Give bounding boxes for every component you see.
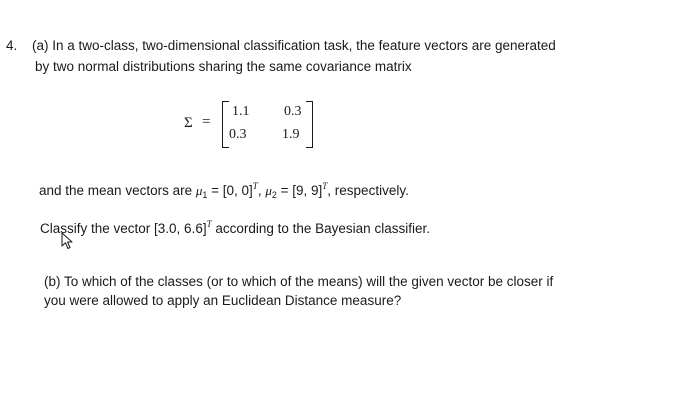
part-b-text-1: (b) To which of the classes (or to which of the means) will the given vector be closer if [44,274,554,289]
sigma-symbol: Σ [184,115,193,131]
part-a-label: (a) [32,38,49,53]
matrix-r1c1: 1.1 [232,104,250,119]
part-a-intro-line-1 [32,38,556,54]
mean-vectors-prefix: and the mean vectors are [39,183,196,198]
classify-text-after: according to the Bayesian classifier. [211,221,430,236]
part-b-line-1 [44,274,553,290]
part-a-intro-line-2 [35,59,412,75]
matrix-right-bracket [306,101,313,148]
part-b-text-2: you were allowed to apply an Euclidean Distance measure? [44,293,402,308]
transpose-mark-1: T [252,181,258,191]
mean-separator: , [257,183,266,198]
equals-sign: = [202,114,211,130]
mean-vector-1: = [0, 0] [207,183,253,198]
classify-text-before: Classify the vector [3.0, 6.6] [40,221,207,236]
matrix-r1c2: 0.3 [284,104,302,119]
matrix-left-bracket [222,101,229,148]
part-a-intro-text-2: by two normal distributions sharing the same covariance matrix [35,59,412,74]
mean-vectors-suffix: , respectively. [327,183,409,198]
matrix-r2c1: 0.3 [229,127,247,142]
mu-symbol-2: μ [265,183,272,198]
transpose-mark-2: T [322,181,328,191]
mu-subscript-1: 1 [202,190,208,200]
mean-vector-2: = [9, 9] [276,183,323,198]
classify-line [40,216,430,237]
part-b-line-2 [44,293,401,309]
matrix-r2c2: 1.9 [282,127,300,142]
question-number-text: 4. [6,38,18,53]
part-a-intro-text-1: In a two-class, two-dimensional classification task, the feature vectors are generated [52,38,556,53]
mouse-pointer-icon [60,232,76,250]
mean-vectors-line [39,178,409,203]
transpose-mark-3: T [206,219,212,229]
mu-symbol-1: μ [195,183,203,198]
question-number [6,38,17,54]
mu-subscript-2: 2 [271,190,277,200]
